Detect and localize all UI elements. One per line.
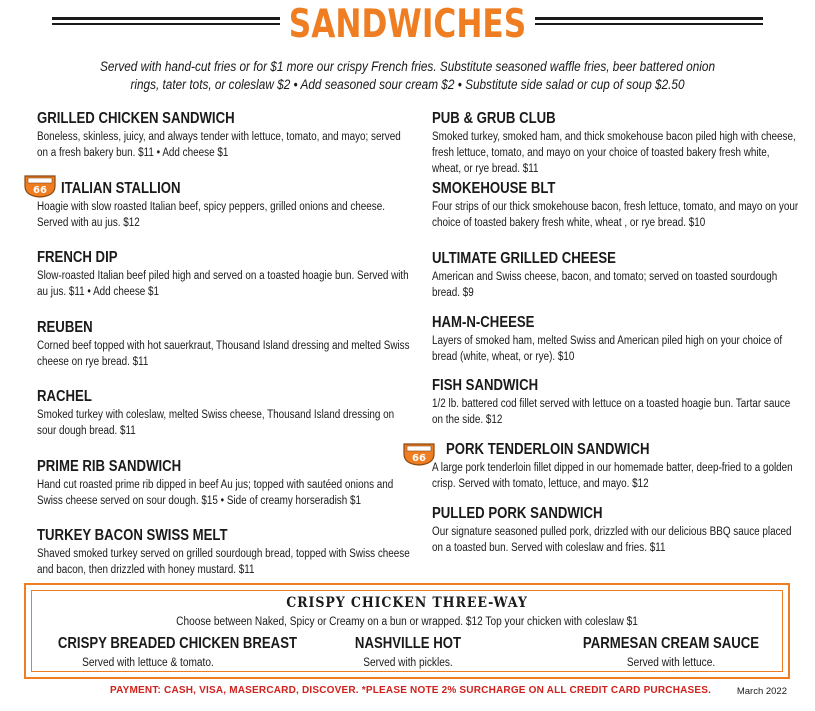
item-desc: Layers of smoked ham, melted Swiss and American piled high on your choice of bread (white, wheat, or rye). $10 — [432, 334, 783, 363]
item-name: FISH SANDWICH — [432, 376, 539, 394]
chicken-option-desc: Served with pickles. — [363, 657, 453, 669]
item-name: SMOKEHOUSE BLT — [432, 179, 556, 197]
item-name: ULTIMATE GRILLED CHEESE — [432, 249, 616, 267]
chicken-option — [566, 635, 776, 669]
svg-text:66: 66 — [412, 453, 426, 464]
header — [0, 0, 815, 54]
item-desc: Smoked turkey, smoked ham, and thick smokehouse bacon piled high with cheese, fresh lettuce, tomato, and mayo on your choice of toasted bakery fresh white, wheat, or rye bread. $11 — [432, 131, 796, 175]
chicken-option — [42, 635, 298, 669]
menu-item — [432, 180, 800, 250]
item-name: REUBEN — [37, 318, 93, 336]
item-desc: Our signature seasoned pulled pork, drizzled with our delicious BBQ sauce placed on a toasted bun. Served with coleslaw and fries. $11 — [432, 525, 792, 554]
item-desc: American and Swiss cheese, bacon, and tomato; served on toasted sourdough bread. $9 — [432, 270, 778, 299]
intro-text: Served with hand-cut fries or for $1 more our crispy French fries. Substitute seasoned waffle fries, beer battered onion rings, tater tots, or coleslaw $2 • Add seasoned sour cream $2 • Substitute side salad or cup of soup $2.50 — [99, 59, 716, 92]
item-name: ITALIAN STALLION — [61, 179, 181, 197]
svg-text:66: 66 — [33, 185, 47, 196]
chicken-option-name: CRISPY BREADED CHICKEN BREAST — [57, 635, 298, 652]
page-title: SANDWICHES — [288, 2, 527, 47]
payment-note: PAYMENT: CASH, VISA, MASERCARD, DISCOVER. *PLEASE NOTE 2% SURCHARGE ON ALL CREDIT CARD PURCHASES. — [110, 685, 712, 696]
route-66-badge-icon — [401, 440, 437, 466]
item-name: PUB & GRUB CLUB — [432, 110, 556, 127]
item-name: TURKEY BACON SWISS MELT — [37, 527, 228, 544]
menu-item — [37, 388, 412, 458]
menu-item — [432, 441, 800, 505]
menu-item — [432, 377, 800, 441]
menu-item — [432, 505, 800, 575]
crispy-chicken-box — [24, 583, 790, 679]
chicken-option — [328, 635, 488, 669]
item-desc: Slow-roasted Italian beef piled high and served on a toasted hoagie bun. Served with au jus. $11 • Add cheese $1 — [37, 270, 409, 298]
menu-item — [37, 319, 412, 389]
item-desc: Boneless, skinless, juicy, and always tender with lettuce, tomato, and mayo; served on a fresh bakery bun. $11 • Add cheese $1 — [37, 131, 401, 159]
item-name: HAM-N-CHEESE — [432, 313, 535, 331]
menu-item — [37, 180, 412, 250]
item-desc: Smoked turkey with coleslaw, melted Swiss cheese, Thousand Island dressing on sour dough bread. $11 — [37, 409, 395, 437]
item-name: FRENCH DIP — [37, 249, 118, 266]
menu-date: March 2022 — [736, 686, 787, 697]
item-name: GRILLED CHICKEN SANDWICH — [37, 110, 235, 127]
item-name: PORK TENDERLOIN SANDWICH — [446, 440, 650, 458]
item-desc: 1/2 lb. battered cod fillet served with lettuce on a toasted hoagie bun. Tartar sauce on the side. $12 — [432, 397, 791, 426]
item-desc: Hoagie with slow roasted Italian beef, spicy peppers, grilled onions and cheese. Served with au jus. $12 — [37, 200, 386, 229]
chicken-option-desc: Served with lettuce & tomato. — [82, 657, 214, 669]
menu-item — [432, 250, 800, 314]
item-name: RACHEL — [37, 388, 92, 405]
left-column — [37, 110, 412, 597]
item-name: PRIME RIB SANDWICH — [37, 457, 182, 475]
menu-item — [432, 314, 800, 377]
item-name: PULLED PORK SANDWICH — [432, 504, 603, 522]
item-desc: Hand cut roasted prime rib dipped in beef Au jus; topped with sautéed onions and Swiss cheese served on sour dough. $15 • Side of creamy horseradish $1 — [37, 478, 394, 507]
menu-item — [432, 110, 800, 180]
item-desc: Shaved smoked turkey served on grilled sourdough bread, topped with Swiss cheese and bacon, then drizzled with honey mustard. $11 — [37, 548, 410, 576]
chicken-option-name: NASHVILLE HOT — [354, 635, 462, 652]
chicken-option-name: PARMESAN CREAM SAUCE — [582, 635, 760, 652]
right-column — [432, 110, 800, 574]
menu-item — [37, 110, 412, 180]
menu-item — [37, 249, 412, 319]
crispy-chicken-title: CRISPY CHICKEN THREE-WAY — [286, 595, 528, 611]
item-desc: Corned beef topped with hot sauerkraut, Thousand Island dressing and melted Swiss cheese on rye bread. $11 — [37, 339, 410, 368]
chicken-option-desc: Served with lettuce. — [626, 657, 716, 669]
menu-item — [37, 458, 412, 528]
crispy-chicken-subtitle: Choose between Naked, Spicy or Creamy on a bun or wrapped. $12 Top your chicken with coleslaw $1 — [176, 616, 638, 628]
route-66-badge-icon — [22, 172, 58, 198]
item-desc: A large pork tenderloin fillet dipped in our homemade batter, deep-fried to a golden crisp. Served with tomato, lettuce, and mayo. $12 — [432, 461, 793, 490]
item-desc: Four strips of our thick smokehouse bacon, fresh lettuce, tomato, and mayo on your choice of toasted bakery fresh white, wheat , or rye bread. $10 — [432, 200, 799, 229]
